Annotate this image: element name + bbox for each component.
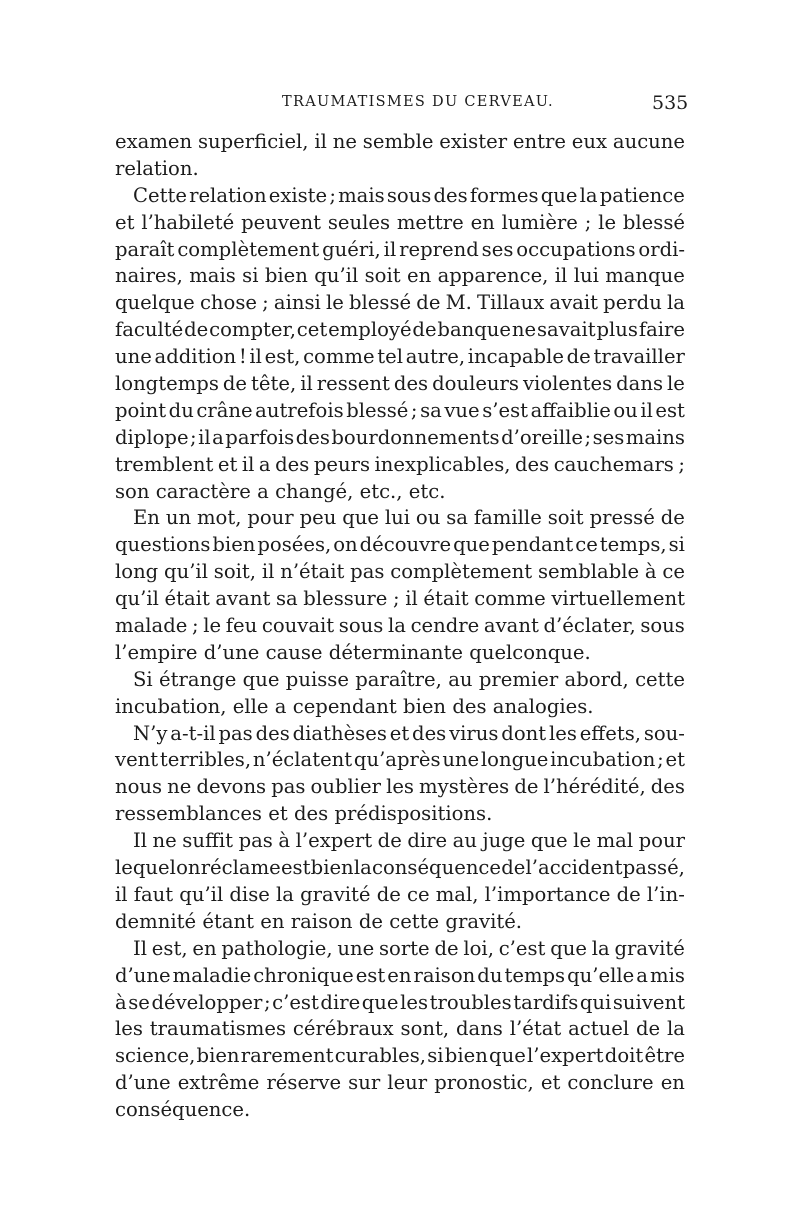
text-line: d’une maladie chronique est en raison du temps qu’elle a mis bbox=[115, 963, 685, 987]
text-line: vent terribles, n’éclatent qu’après une longue incubation ; et bbox=[115, 748, 685, 772]
text-line: questions bien posées, on découvre que pendant ce temps, si bbox=[115, 533, 685, 557]
running-title: TRAUMATISMES DU CERVEAU. bbox=[282, 94, 554, 110]
page-number: 535 bbox=[652, 92, 689, 114]
text-line: tremblent et il a des peurs inexplicables, des cauchemars ; bbox=[115, 452, 685, 476]
text-line: à se développer ; c’est dire que les troubles tardifs qui suivent bbox=[115, 990, 685, 1014]
text-line: incubation, elle a cependant bien des analogies. bbox=[115, 694, 594, 718]
text-line: Il est, en pathologie, une sorte de loi, c’est que la gravité bbox=[133, 936, 685, 960]
text-line: demnité étant en raison de cette gravité. bbox=[115, 909, 523, 933]
text-line: En un mot, pour peu que lui ou sa famille soit pressé de bbox=[133, 506, 685, 530]
text-line: naires, mais si bien qu’il soit en apparence, il lui manque bbox=[115, 264, 685, 288]
text-line: une addition ! il est, comme tel autre, incapable de travailler bbox=[115, 345, 685, 369]
text-line: il faut qu’il dise la gravité de ce mal, l’importance de l’in- bbox=[115, 882, 685, 906]
text-line: point du crâne autrefois blessé ; sa vue s’est affaiblie ou il est bbox=[115, 398, 685, 422]
text-line: conséquence. bbox=[115, 1098, 251, 1122]
text-line: quelque chose ; ainsi le blessé de M. Tillaux avait perdu la bbox=[115, 291, 685, 315]
text-line: et l’habileté peuvent seules mettre en lumière ; le blessé bbox=[115, 210, 685, 234]
running-head bbox=[0, 92, 800, 118]
text-line: paraît complètement guéri, il reprend ses occupations ordi- bbox=[115, 237, 685, 261]
text-line: science, bien rarement curables, si bien que l’expert doit être bbox=[115, 1044, 685, 1068]
text-line: l’empire d’une cause déterminante quelconque. bbox=[115, 640, 591, 664]
text-line: son caractère a changé, etc., etc. bbox=[115, 479, 446, 503]
text-line: N’y a-t-il pas des diathèses et des virus dont les effets, sou- bbox=[133, 721, 685, 745]
text-line: examen superficiel, il ne semble exister entre eux aucune bbox=[115, 130, 685, 153]
text-line: Il ne suffit pas à l’expert de dire au juge que le mal pour bbox=[133, 829, 685, 853]
text-line: long qu’il soit, il n’était pas complètement semblable à ce bbox=[115, 560, 685, 584]
text-line: relation. bbox=[115, 156, 199, 180]
text-line: ressemblances et des prédispositions. bbox=[115, 802, 493, 826]
text-line: Si étrange que puisse paraître, au premier abord, cette bbox=[133, 667, 685, 691]
text-line: lequel on réclame est bien la conséquence de l’accident passé, bbox=[115, 856, 685, 880]
body-text bbox=[115, 129, 685, 1124]
text-line: malade ; le feu couvait sous la cendre avant d’éclater, sous bbox=[115, 614, 685, 638]
text-line: d’une extrême réserve sur leur pronostic, et conclure en bbox=[115, 1071, 685, 1095]
text-line: qu’il était avant sa blessure ; il était comme virtuellement bbox=[115, 587, 685, 611]
text-line: nous ne devons pas oublier les mystères de l’hérédité, des bbox=[115, 775, 685, 799]
text-line: faculté de compter, cet employé de banque ne savait plus faire bbox=[115, 318, 685, 342]
text-line: Cette relation existe ; mais sous des formes que la patience bbox=[133, 183, 685, 207]
text-line: longtemps de tête, il ressent des douleurs violentes dans le bbox=[115, 372, 685, 396]
text-line: les traumatismes cérébraux sont, dans l’état actuel de la bbox=[115, 1017, 685, 1041]
text-line: diplope ; il a parfois des bourdonnements d’oreille ; ses mains bbox=[115, 425, 685, 449]
